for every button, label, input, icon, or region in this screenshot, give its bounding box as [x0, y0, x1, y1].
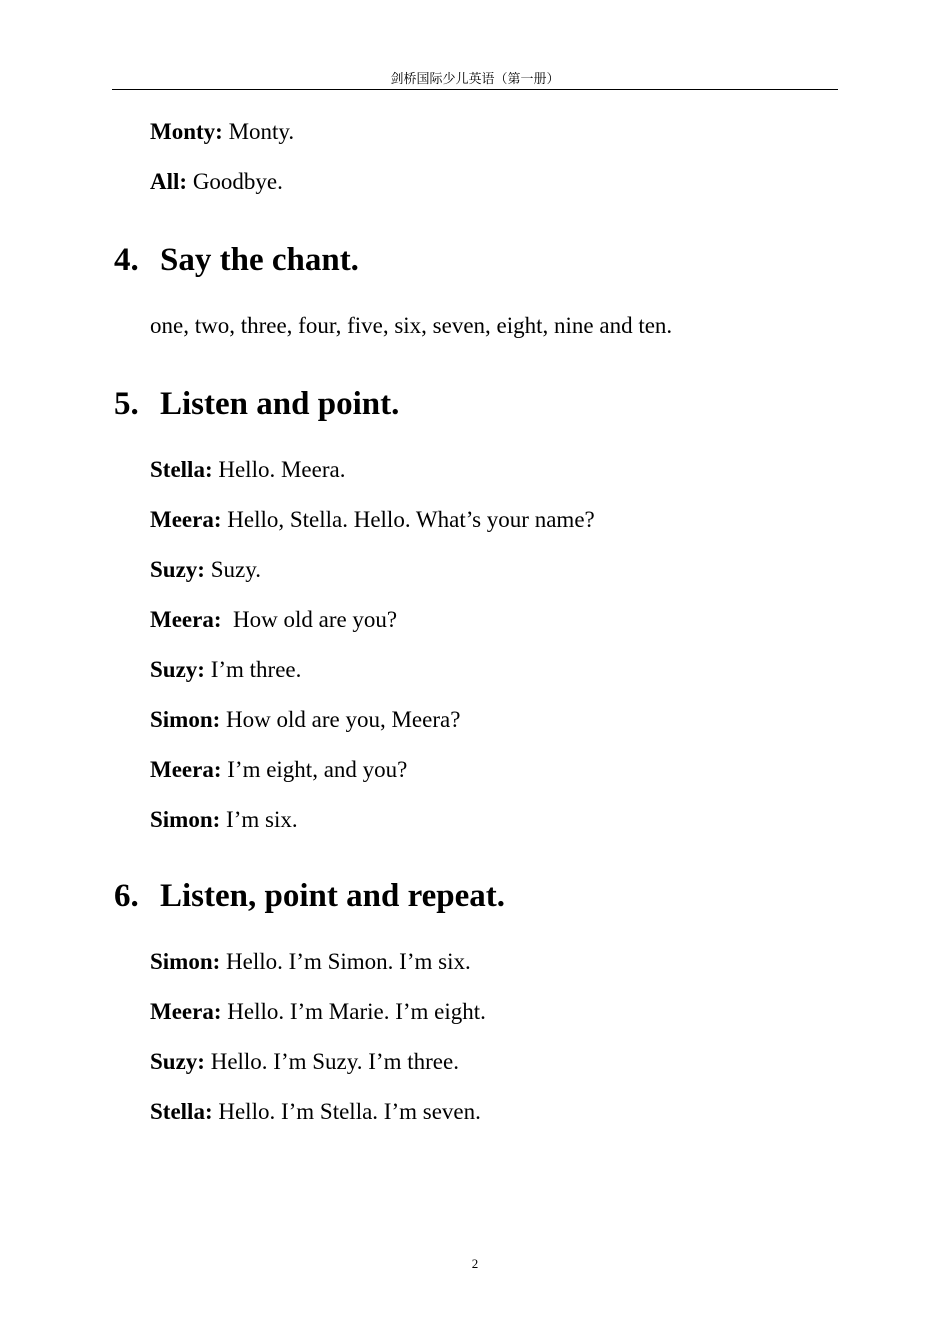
- line-text: Hello. I’m Suzy. I’m three.: [204, 1049, 459, 1074]
- line-text: Hello. I’m Marie. I’m eight.: [221, 999, 486, 1024]
- speaker-name: Simon:: [150, 949, 221, 974]
- line-text: Hello. Meera.: [212, 457, 346, 482]
- page-number: 2: [471, 1256, 479, 1271]
- section-title: Say the chant.: [160, 242, 359, 278]
- dialogue-line: [150, 806, 298, 834]
- line-text: Goodbye.: [187, 169, 283, 194]
- speaker-name: Simon:: [150, 807, 221, 832]
- section-number: 5.: [114, 386, 139, 422]
- header-rule: [112, 89, 838, 90]
- section-heading: [114, 876, 505, 916]
- line-text: How old are you?: [221, 607, 398, 632]
- speaker-name: Suzy:: [150, 657, 205, 682]
- speaker-name: Simon:: [150, 707, 221, 732]
- dialogue-line: [150, 118, 294, 146]
- dialogue-line: [150, 706, 460, 734]
- speaker-name: All:: [150, 169, 188, 194]
- speaker-name: Meera:: [150, 607, 222, 632]
- line-text: I’m eight, and you?: [221, 757, 408, 782]
- line-text: one, two, three, four, five, six, seven, eight, nine and ten.: [150, 313, 673, 338]
- speaker-name: Suzy:: [150, 557, 205, 582]
- line-text: I’m three.: [204, 657, 302, 682]
- dialogue-line: [150, 168, 283, 196]
- dialogue-line: [150, 556, 261, 584]
- speaker-name: Stella:: [150, 457, 213, 482]
- section-title: Listen, point and repeat.: [160, 878, 506, 914]
- speaker-name: Stella:: [150, 1099, 213, 1124]
- section-heading: [114, 384, 399, 424]
- line-text: Suzy.: [204, 557, 261, 582]
- section-number: 4.: [114, 242, 139, 278]
- speaker-name: Meera:: [150, 507, 222, 532]
- section-title: Listen and point.: [160, 386, 400, 422]
- dialogue-line: [150, 506, 595, 534]
- line-text: I’m six.: [220, 807, 298, 832]
- speaker-name: Meera:: [150, 757, 222, 782]
- line-text: Hello, Stella. Hello. What’s your name?: [221, 507, 595, 532]
- speaker-name: Monty:: [150, 119, 223, 144]
- dialogue-line: [150, 606, 397, 634]
- section-heading: [114, 240, 359, 280]
- chant-line: [150, 312, 672, 340]
- line-text: Hello. I’m Simon. I’m six.: [220, 949, 471, 974]
- running-header: 剑桥国际少儿英语（第一册）: [390, 71, 560, 86]
- dialogue-line: [150, 948, 471, 976]
- dialogue-line: [150, 1048, 459, 1076]
- dialogue-line: [150, 456, 345, 484]
- line-text: How old are you, Meera?: [220, 707, 461, 732]
- speaker-name: Meera:: [150, 999, 222, 1024]
- speaker-name: Suzy:: [150, 1049, 205, 1074]
- dialogue-line: [150, 998, 486, 1026]
- dialogue-line: [150, 1098, 481, 1126]
- section-number: 6.: [114, 878, 139, 914]
- dialogue-line: [150, 756, 407, 784]
- line-text: Monty.: [222, 119, 295, 144]
- line-text: Hello. I’m Stella. I’m seven.: [212, 1099, 481, 1124]
- dialogue-line: [150, 656, 301, 684]
